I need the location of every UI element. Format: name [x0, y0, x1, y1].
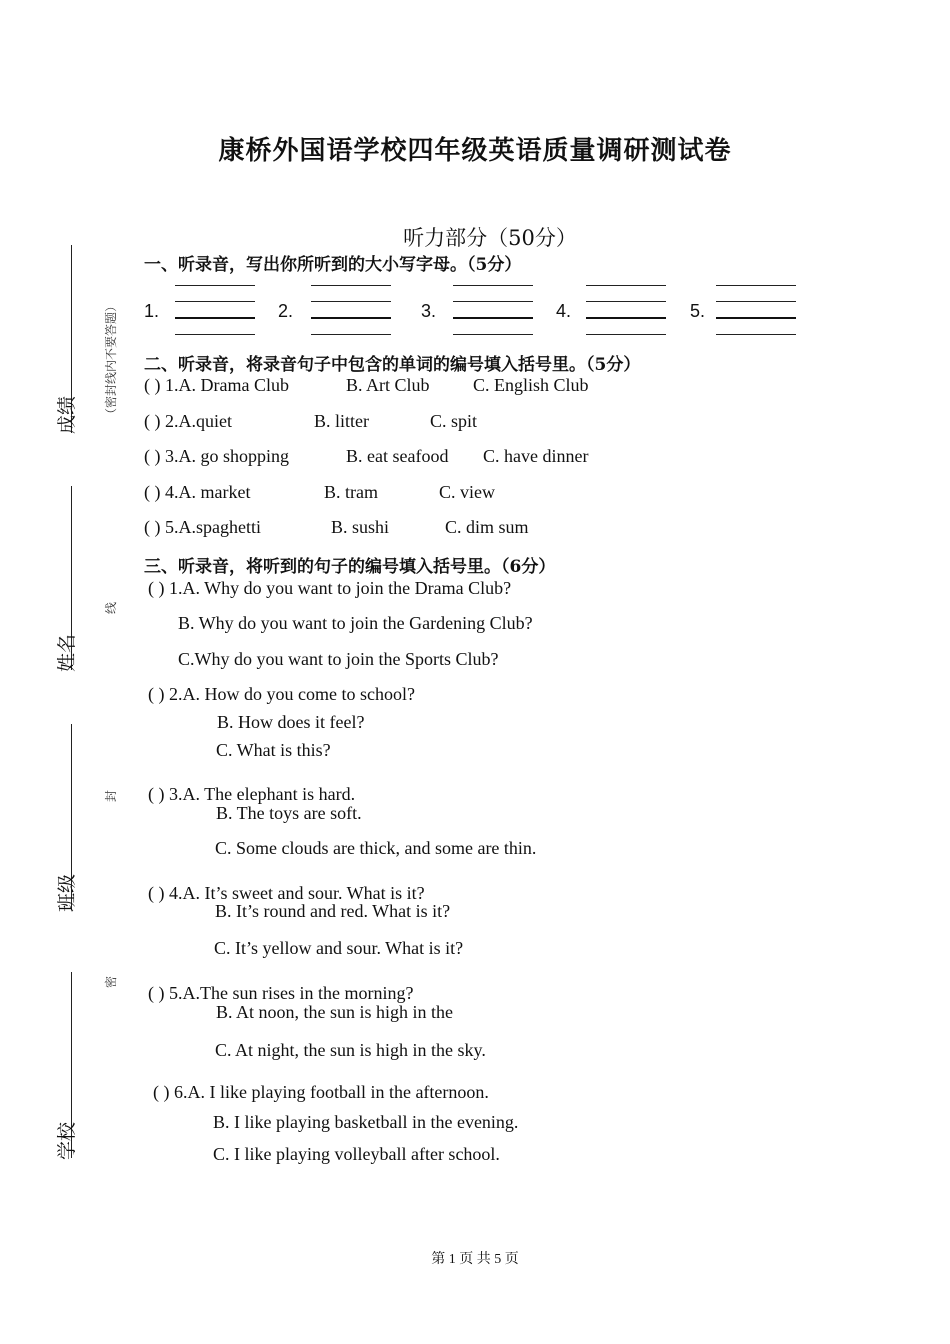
seal-line-mark-feng: 封 [104, 789, 118, 802]
letter-item-1-number: 1. [144, 301, 160, 321]
s2-item-2-c: C. spit [430, 411, 478, 431]
s3-item-6-c: C. I like playing volleyball after school. [213, 1144, 500, 1164]
letter-item-4-number: 4. [556, 301, 572, 321]
s3-item-2-b: B. How does it feel? [217, 712, 365, 732]
seal-line-mark-xian: 线 [104, 601, 118, 614]
letter-item-5-number: 5. [690, 301, 706, 321]
section-1-heading: 一、听录音，写出你所听到的大小写字母。（5分） [144, 255, 522, 275]
s3-item-3-a: ( ) 3.A. The elephant is hard. [148, 784, 356, 804]
s3-item-6-a: ( ) 6.A. I like playing football in the afternoon. [153, 1082, 489, 1102]
s3-item-3-c: C. Some clouds are thick, and some are thin. [215, 838, 537, 858]
s2-item-2-a: ( ) 2.A.quiet [144, 411, 232, 431]
s3-item-4-a: ( ) 4.A. It’s sweet and sour. What is it? [148, 883, 425, 903]
s2-item-5-c: C. dim sum [445, 517, 529, 537]
s3-item-3-b: B. The toys are soft. [216, 803, 362, 823]
s3-item-2-a: ( ) 2.A. How do you come to school? [148, 684, 415, 704]
s2-item-1-a: ( ) 1.A. Drama Club [144, 375, 289, 395]
margin-label-name: 姓名 [56, 633, 78, 672]
s2-item-3-a: ( ) 3.A. go shopping [144, 446, 289, 466]
s2-item-1-b: B. Art Club [346, 375, 430, 395]
s3-item-4-b: B. It’s round and red. What is it? [215, 901, 451, 921]
page-subtitle: 听力部分（50分） [403, 226, 577, 250]
s2-item-5-b: B. sushi [331, 517, 390, 537]
margin-label-class: 班级 [56, 873, 78, 912]
seal-line-text: （密封线内不要答题） [104, 299, 118, 420]
page-footer: 第 1 页 共 5 页 [431, 1252, 519, 1267]
s3-item-1-b: B. Why do you want to join the Gardening Club? [178, 613, 533, 633]
letter-item-3-number: 3. [421, 301, 437, 321]
s2-item-4-a: ( ) 4.A. market [144, 482, 251, 502]
seal-line-mark-mi: 密 [104, 975, 118, 988]
s2-item-4-b: B. tram [324, 482, 378, 502]
margin-label-school: 学校 [56, 1121, 78, 1160]
s2-item-4-c: C. view [439, 482, 495, 502]
s2-item-2-b: B. litter [314, 411, 369, 431]
s3-item-5-c: C. At night, the sun is high in the sky. [215, 1040, 486, 1060]
s2-item-1-c: C. English Club [473, 375, 589, 395]
margin-label-score: 成绩 [56, 395, 78, 434]
letter-item-2-number: 2. [278, 301, 294, 321]
s3-item-4-c: C. It’s yellow and sour. What is it? [214, 938, 464, 958]
section-2-heading: 二、听录音，将录音句子中包含的单词的编号填入括号里。（5分） [144, 355, 641, 375]
s3-item-1-a: ( ) 1.A. Why do you want to join the Drama Club? [148, 578, 512, 598]
s3-item-1-c: C.Why do you want to join the Sports Club? [178, 649, 499, 669]
s2-item-5-a: ( ) 5.A.spaghetti [144, 517, 261, 537]
s3-item-5-a: ( ) 5.A.The sun rises in the morning? [148, 983, 414, 1003]
s2-item-3-c: C. have dinner [483, 446, 589, 466]
s3-item-6-b: B. I like playing basketball in the evening. [213, 1112, 519, 1132]
s3-item-5-b: B. At noon, the sun is high in the [216, 1002, 454, 1022]
page-title: 康桥外国语学校四年级英语质量调研测试卷 [218, 136, 732, 166]
section-3-heading: 三、听录音，将听到的句子的编号填入括号里。（6分） [144, 557, 556, 577]
s2-item-3-b: B. eat seafood [346, 446, 449, 466]
s3-item-2-c: C. What is this? [216, 740, 331, 760]
